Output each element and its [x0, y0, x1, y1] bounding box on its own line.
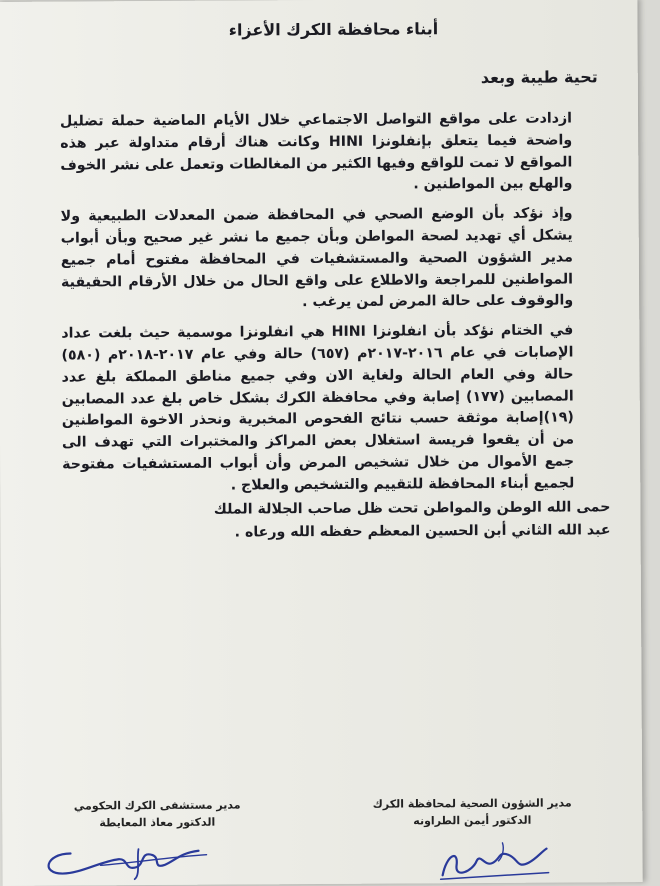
- paragraph-closing-1: حمى الله الوطن والمواطن تحت ظل صاحب الجلالة الملك: [213, 498, 611, 518]
- signatory-right-name: الدكتور أيمن الطراونه: [413, 813, 532, 828]
- signatory-right-position: مدير الشؤون الصحية لمحافظة الكرك: [372, 796, 572, 811]
- paragraph-2: وإذ نؤكد بأن الوضع الصحي في المحافظة ضمن المعدلات الطبيعية ولا يشكل أي تهديد لصحة المواطن وبأن جميع ما نشر غير صحيح وبأن أبواب مدير الشؤون الصحية والمستشفيات في المحافظة مفتوح أمام جميع المواطنين للمراجعة والاطلاع على واقع الحال من خلال الأرقام الحقيقية والوقوف على حالة المرض لمن يرغب .: [60, 205, 574, 311]
- paragraph-closing-2: عبد الله الثاني أبن الحسين المعظم حفظه الله ورعاه .: [234, 522, 611, 541]
- signature-right: [432, 835, 552, 884]
- paragraph-3: في الختام نؤكد بأن انفلونزا HINI هي انفلونزا موسمية حيث بلغت عداد الإصابات في عام ٢٠١٦-٢٠١٧م (٦٥٧) حالة وفي عام ٢٠١٧-٢٠١٨م (٥٨٠) حالة وفي العام الحالة ولغاية الان وفي جميع مناطق المملكة بلغ عدد المصابين (١٧٧) إصابة وفي محافظة الكرك بشكل خاص بلغ عدد المصابين (١٩)إصابة موثقة حسب نتائج الفحوص المخبرية ونحذر الاخوة المواطنين من أن يقعوا فريسة استغلال بعض المراكز والمختبرات التي تهدف الى جمع الأموال من خلال تشخيص المرض وأن أبواب المستشفيات مفتوحة لجميع أبناء المحافظة للتقييم والتشخيص والعلاج .: [61, 322, 575, 494]
- signatory-right: [362, 794, 582, 829]
- letter-title: أبناء محافظة الكرك الأعزاء: [228, 19, 439, 40]
- signatory-left-name: الدكتور معاذ المعايطة: [99, 815, 216, 830]
- paragraph-1: ازدادت على مواقع التواصل الاجتماعي خلال الأيام الماضية حملة تضليل واضحة فيما يتعلق بإنفلونزا HINI وكانت هناك أرقام متداولة عبر هذه المواقع لا تمت للواقع وفيها الكثير من المغالطات وتعمل على نشر الخوف والهلع بين المواطنين .: [59, 110, 573, 193]
- letter-body: [59, 14, 610, 545]
- signatory-left-position: مدير مستشفى الكرك الحكومي: [73, 798, 241, 813]
- signature-left: [40, 831, 210, 882]
- signatory-left: [42, 796, 272, 831]
- letter-greeting: تحية طيبة وبعد: [480, 67, 598, 88]
